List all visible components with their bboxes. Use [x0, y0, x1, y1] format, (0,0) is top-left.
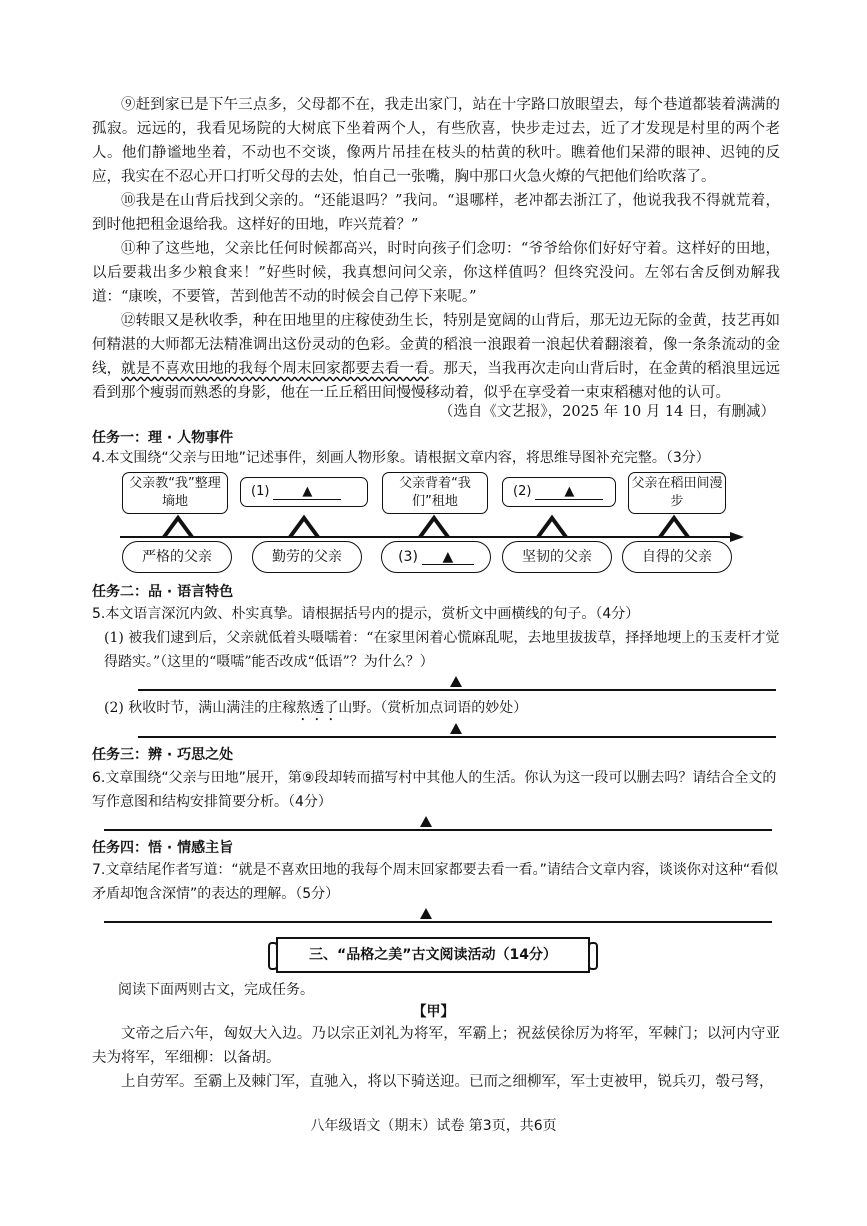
underlined-sentence: 就是不喜欢田地的我每个周末回家都要去看一看	[121, 361, 429, 377]
section-3-title: 三、“品格之美”古文阅读活动（14分）	[309, 947, 557, 963]
event-box-2	[240, 477, 368, 507]
question-5-2	[104, 696, 780, 724]
question-5-2-end: 山野。（赏析加点词语的妙处）	[338, 700, 528, 716]
answer-mark-5-1	[450, 676, 462, 687]
trait-oval-3	[381, 541, 491, 573]
question-5-1: (1) 被我们逮到后，父亲就低着头嗫嚅着：“在家里闲着心慌麻乱呢，去地里拔拔草，择择地埂上的玉麦杆才觉得踏实。”（这里的“嗫嚅”能否改成“低语”？为什么？）	[104, 630, 780, 670]
paragraph-12-end: 。那天，当我再次走向山背后时，在金黄的稻浪里远远看到那个瘦弱而熟悉的身影，他在一丘丘稻田间慢慢移动着，似乎在享受着一束束稻穗对他的认可。	[92, 361, 781, 401]
answer-mark-6	[420, 816, 432, 827]
trait-oval-4: 坚韧的父亲	[502, 541, 612, 573]
question-5: 5.本文语言深沉内敛、朴实真挚。请根据括号内的提示，赏析文中画横线的句子。（4分）	[92, 606, 640, 622]
blank-2[interactable]: ▲	[535, 485, 603, 500]
answer-line-6[interactable]	[104, 829, 772, 831]
section-3-banner	[276, 937, 590, 973]
task1-title: 任务一：理 · 人物事件	[92, 430, 234, 446]
task2-title: 任务二：品 · 语言特色	[92, 584, 234, 600]
question-5-2-start: (2) 秋收时节，满山满洼的庄稼	[104, 700, 297, 716]
event-box-5: 父亲在稻田间漫步	[628, 472, 726, 514]
event-box-1: 父亲教“我”整理墒地	[122, 472, 228, 514]
answer-line-7[interactable]	[104, 921, 772, 923]
text-jia-label: 【甲】	[412, 1004, 455, 1020]
paragraph-9: ⑨赶到家已是下午三点多，父母都不在，我走出家门，站在十字路口放眼望去，每个巷道都装着满满的孤寂。远远的，我看见场院的大树底下坐着两个人，有些欣喜，快步走过去，近了才发现是村里的两个老人。他们静谧地坐着，不动也不交谈，像两片吊挂在枝头的枯黄的秋叶。瞧着他们呆滞的眼神、迟钝的反应，我实在不忍心开口打听父母的去处，怕自己一张嘴，胸中那口火急火燎的气把他们给吹落了。	[92, 97, 780, 185]
blank-1-label: (1)	[251, 484, 270, 499]
question-6: 6.文章围绕“父亲与田地”展开，第⑨段却转而描写村中其他人的生活。你认为这一段可以删去吗？请结合全文的写作意图和结构安排简要分析。（4分）	[92, 770, 777, 810]
classical-text-p2: 上自劳军。至霸上及棘门军，直驰入，将以下骑送迎。已而之细柳军，军士吏被甲，锐兵刃，彀弓弩，	[121, 1074, 774, 1090]
page-footer: 八年级语文（期末）试卷 第3页，共6页	[310, 1118, 557, 1134]
dotted-words: 熬透了	[296, 700, 339, 716]
paragraph-12-start: ⑫转眼又是秋收季，种在田地里的庄稼使劲生长，特别是宽阔的山背后，那无边无际的金黄，技艺再如何精湛的大师都无法精准调出这份灵动的色彩。金黄的稻浪一浪跟着一浪起伏着翻滚着，像一条条流动的金线，	[92, 313, 780, 377]
answer-mark-7	[420, 908, 432, 919]
question-7: 7.文章结尾作者写道：“就是不喜欢田地的我每个周末回家都要去看一看。”请结合文章内容，谈谈你对这种“看似矛盾却饱含深情”的表达的理解。（5分）	[92, 862, 779, 902]
source-citation: （选自《文艺报》，2025 年 10 月 14 日，有删减）	[438, 404, 775, 420]
paragraph-12	[92, 309, 780, 405]
answer-line-5-1[interactable]	[138, 689, 776, 691]
trait-oval-1: 严格的父亲	[122, 541, 232, 573]
classical-text-p1: 文帝之后六年，匈奴大入边。乃以宗正刘礼为将军，军霸上；祝兹侯徐厉为将军，军棘门；以河内守亚夫为将军，军细柳：以备胡。	[92, 1026, 780, 1066]
answer-line-5-2[interactable]	[138, 736, 776, 738]
task3-title: 任务三：辨 · 巧思之处	[92, 747, 234, 763]
event-box-3: 父亲背着“我们”租地	[382, 472, 488, 514]
blank-2-label: (2)	[513, 484, 532, 499]
paragraph-11: ⑪种了这些地，父亲比任何时候都高兴，时时向孩子们念叨：“爷爷给你们好好守着。这样好的田地，以后要栽出多少粮食来！”好些时候，我真想问问父亲，你这样值吗？但终究没问。左邻右舍反倒劝解我道：“康唉，不要管，苦到他苦不动的时候会自己停下来呢。”	[92, 241, 780, 305]
blank-3-label: (3)	[398, 549, 418, 565]
paragraph-10: ⑩我是在山背后找到父亲的。“还能退吗？”我问。“退哪样，老冲都去浙江了，他说我我不得就荒着，到时他把租金退给我。这样好的田地，咋兴荒着？”	[92, 193, 780, 233]
section-3-intro: 阅读下面两则古文，完成任务。	[118, 982, 314, 998]
answer-mark-5-2	[450, 723, 462, 734]
blank-3[interactable]: ▲	[422, 550, 474, 565]
question-4: 4.本文围绕“父亲与田地”记述事件，刻画人物形象。请根据文章内容，将思维导图补充完整。（3分）	[92, 450, 710, 466]
trait-oval-2: 勤劳的父亲	[252, 541, 362, 573]
event-box-4	[502, 477, 616, 507]
task4-title: 任务四：悟 · 情感主旨	[92, 840, 234, 856]
trait-oval-5: 自得的父亲	[622, 541, 732, 573]
blank-1[interactable]: ▲	[273, 485, 341, 500]
